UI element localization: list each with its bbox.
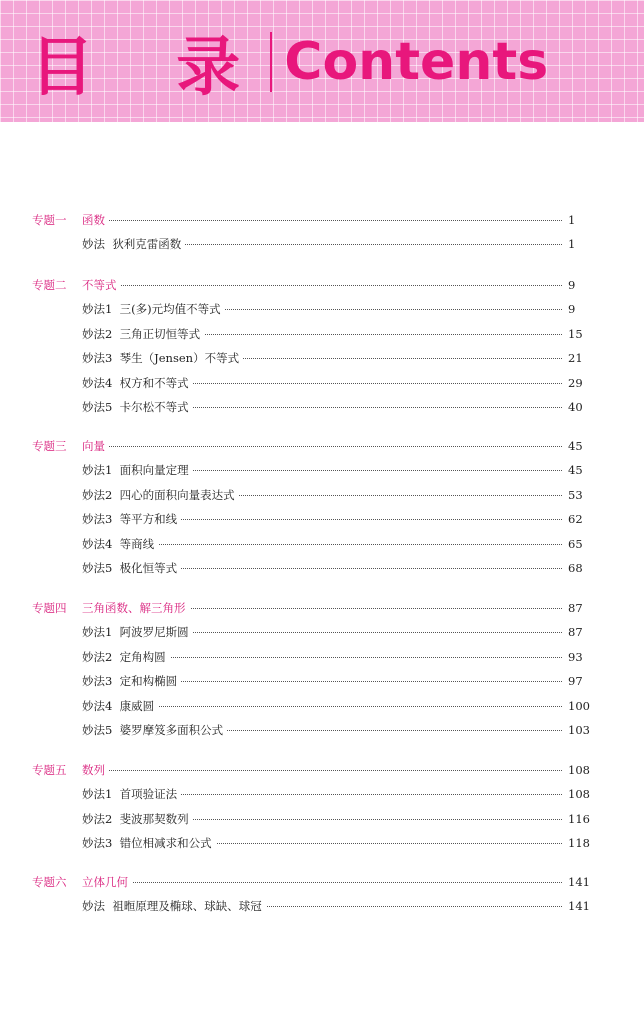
leader-dots — [82, 770, 562, 771]
title-divider — [270, 32, 272, 92]
method-title: 阿波罗尼斯圆 — [119, 625, 189, 639]
page-number: 62 — [568, 512, 583, 526]
chapter-row[interactable] — [0, 275, 644, 295]
page-number: 9 — [568, 278, 576, 292]
page-number: 65 — [568, 536, 583, 551]
page-number: 108 — [568, 787, 590, 801]
item-title — [82, 350, 243, 366]
page-number: 68 — [568, 561, 583, 575]
method-title: 琴生（Jensen）不等式 — [119, 351, 240, 365]
item-title — [82, 326, 204, 342]
chapter-row[interactable] — [0, 598, 644, 618]
page-number: 45 — [568, 439, 583, 453]
method-title: 三角正切恒等式 — [119, 326, 201, 341]
toc-item-row[interactable] — [0, 373, 644, 393]
page-number: 141 — [568, 899, 590, 913]
item-title — [82, 462, 193, 478]
method-title: 面积向量定理 — [119, 463, 189, 477]
toc-item-row[interactable] — [0, 720, 644, 740]
item-title — [82, 786, 181, 802]
page-number: 21 — [568, 351, 583, 365]
method-title: 等平方和线 — [119, 512, 178, 526]
item-title — [82, 649, 170, 665]
method-label: 妙法 — [82, 237, 105, 251]
item-title — [82, 898, 266, 914]
header-banner — [0, 0, 644, 122]
method-label: 妙法1 — [82, 302, 113, 316]
method-label: 妙法3 — [82, 674, 113, 688]
page-number: 100 — [568, 698, 590, 713]
method-label: 妙法5 — [82, 561, 113, 575]
title-english: Contents — [284, 32, 549, 92]
chapter-title: 立体几何 — [82, 874, 132, 890]
page-number: 118 — [568, 836, 590, 850]
method-label: 妙法1 — [82, 787, 113, 801]
item-title — [82, 673, 181, 689]
method-label: 妙法1 — [82, 625, 113, 639]
item-title — [82, 536, 158, 552]
method-title: 首项验证法 — [119, 787, 178, 801]
page-number: 1 — [568, 237, 576, 251]
item-title — [82, 236, 185, 252]
method-title: 婆罗摩笈多面积公式 — [119, 723, 224, 737]
toc-item-row[interactable] — [0, 348, 644, 368]
chapter-label: 专题四 — [32, 601, 67, 615]
chapter-title: 三角函数、解三角形 — [82, 600, 190, 616]
toc-item-row[interactable] — [0, 397, 644, 417]
page-number: 29 — [568, 375, 583, 390]
chapter-label: 专题二 — [32, 278, 67, 292]
method-title: 狄利克雷函数 — [112, 237, 182, 251]
toc-item-row[interactable] — [0, 460, 644, 480]
toc-item-row[interactable] — [0, 558, 644, 578]
toc-item-row[interactable] — [0, 622, 644, 642]
toc-item-row[interactable] — [0, 696, 644, 716]
item-title — [82, 722, 227, 738]
page-number: 87 — [568, 625, 583, 639]
method-label: 妙法2 — [82, 811, 113, 826]
method-label: 妙法2 — [82, 487, 113, 502]
chapter-row[interactable] — [0, 436, 644, 456]
toc-item-row[interactable] — [0, 534, 644, 554]
page-title — [30, 22, 549, 105]
method-label: 妙法3 — [82, 836, 113, 850]
page-number: 141 — [568, 875, 590, 889]
chapter-label: 专题一 — [32, 213, 67, 227]
method-title: 卡尔松不等式 — [119, 400, 189, 414]
page-number: 87 — [568, 601, 583, 615]
toc-item-row[interactable] — [0, 784, 644, 804]
toc-item-row[interactable] — [0, 485, 644, 505]
chapter-title: 数列 — [82, 762, 109, 778]
page-number: 53 — [568, 487, 583, 502]
chapter-row[interactable] — [0, 872, 644, 892]
item-title — [82, 811, 193, 827]
method-title: 康威圆 — [119, 698, 155, 713]
chapter-title: 向量 — [82, 438, 109, 454]
toc-item-row[interactable] — [0, 509, 644, 529]
page-number: 93 — [568, 649, 583, 664]
chapter-label: 专题三 — [32, 439, 67, 453]
page-number: 103 — [568, 723, 590, 737]
page-number: 45 — [568, 463, 583, 477]
method-label: 妙法4 — [82, 375, 113, 390]
method-title: 定和构椭圆 — [119, 674, 178, 688]
chapter-title: 不等式 — [82, 277, 121, 293]
toc-item-row[interactable] — [0, 809, 644, 829]
item-title — [82, 624, 193, 640]
item-title — [82, 399, 193, 415]
chapter-label: 专题五 — [32, 763, 67, 777]
method-title: 斐波那契数列 — [119, 811, 189, 826]
method-label: 妙法3 — [82, 512, 113, 526]
item-title — [82, 301, 225, 317]
toc-item-row[interactable] — [0, 671, 644, 691]
item-title — [82, 375, 193, 391]
toc-item-row[interactable] — [0, 299, 644, 319]
method-title: 四心的面积向量表达式 — [119, 487, 235, 502]
method-title: 错位相减求和公式 — [119, 836, 212, 850]
item-title — [82, 835, 216, 851]
method-title: 极化恒等式 — [119, 561, 178, 575]
item-title — [82, 487, 239, 503]
leader-dots — [82, 446, 562, 447]
method-label: 妙法1 — [82, 463, 113, 477]
method-label: 妙法5 — [82, 723, 113, 737]
method-title: 三(多)元均值不等式 — [119, 302, 221, 316]
method-label: 妙法3 — [82, 351, 113, 365]
item-title — [82, 511, 181, 527]
method-label: 妙法2 — [82, 649, 113, 664]
page-number: 9 — [568, 302, 576, 316]
chapter-row[interactable] — [0, 760, 644, 780]
method-title: 定角构圆 — [119, 649, 166, 664]
method-label: 妙法5 — [82, 400, 113, 414]
method-title: 等商线 — [119, 536, 155, 551]
toc-item-row[interactable] — [0, 234, 644, 254]
page-number: 40 — [568, 400, 583, 414]
method-label: 妙法4 — [82, 536, 113, 551]
page-number: 97 — [568, 674, 583, 688]
method-label: 妙法 — [82, 899, 105, 913]
leader-dots — [82, 220, 562, 221]
page-number: 1 — [568, 213, 576, 227]
toc-item-row[interactable] — [0, 833, 644, 853]
leader-dots — [82, 882, 562, 883]
method-title: 祖暅原理及椭球、球缺、球冠 — [112, 899, 262, 913]
leader-dots — [82, 285, 562, 286]
toc-item-row[interactable] — [0, 324, 644, 344]
chapter-row[interactable] — [0, 210, 644, 230]
toc-item-row[interactable] — [0, 647, 644, 667]
chapter-label: 专题六 — [32, 875, 67, 889]
toc-item-row[interactable] — [0, 896, 644, 916]
method-label: 妙法4 — [82, 698, 113, 713]
method-title: 权方和不等式 — [119, 375, 189, 390]
item-title — [82, 698, 158, 714]
method-label: 妙法2 — [82, 326, 113, 341]
page-number: 15 — [568, 326, 583, 341]
title-chinese: 目 录 — [30, 31, 271, 105]
page-number: 116 — [568, 811, 590, 826]
chapter-title: 函数 — [82, 212, 109, 228]
item-title — [82, 560, 181, 576]
page-number: 108 — [568, 763, 590, 777]
